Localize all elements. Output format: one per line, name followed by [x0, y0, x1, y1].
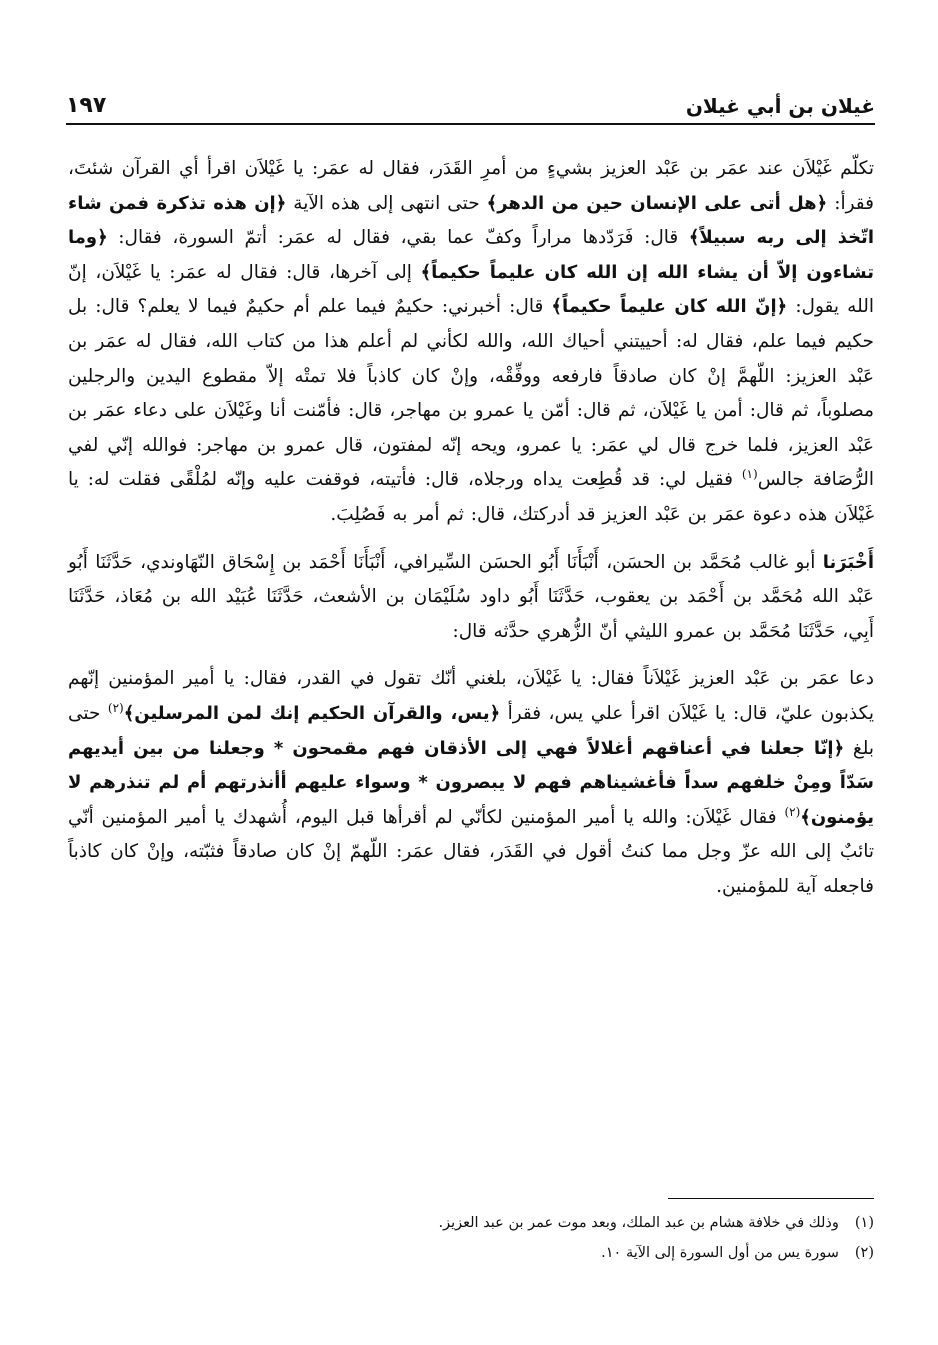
page-number: ١٩٧	[66, 93, 107, 118]
text-segment: فقيل لي: قد قُطِعت يداه ورجلاه، قال: فأتيته، فوقفت عليه وإنّه لمُلْقًى فقلت له: يا غَيْلاَن هذه دعوة عمَر بن عَبْد العزيز قد أدركتك، قال: ثم أمر به فَصُلِبَ.	[68, 469, 874, 525]
quran-quote: ﴿إنّ الله كان عليماً حكيماً﴾	[551, 296, 788, 318]
footnote-number: (٢)	[854, 1245, 874, 1261]
text-segment: أبو غالب مُحَمَّد بن الحسَن، أَنْبَأَنَا أَبُو الحسَن السِّيرافي، أَنْبَأَنَا أَحْمَد بن إِسْحَاق النّهَاوندي، حَدَّثَنَا أَبُو عَبْد الله مُحَمَّد بن أَحْمَد بن يعقوب، حَدَّثَنَا أَبُو داود سُلَيْمَان بن الأشعث، حَدَّثَنَا عُبَيْد الله بن مُعَاذ، حَدَّثَنَا أَبِي، حَدَّثَنَا مُحَمَّد بن عمرو الليثي أنّ الزُّهري حدَّثه قال:	[68, 551, 874, 642]
paragraph	[68, 662, 874, 904]
quran-quote: ﴿يس، والقرآن الحكيم إنك لمن المرسلين﴾	[123, 702, 501, 724]
quran-quote: ﴿إن هذه تذكرة فمن شاء اتّخذ إلى ربه سبيلاً﴾	[68, 192, 874, 249]
quran-quote: أَخْبَرَنا	[822, 551, 874, 573]
quran-quote: ﴿إنّا جعلنا في أعناقهم أغلالاً فهي إلى الأذقان فهم مقمحون * وجعلنا من بين أيديهم سَدّاً ومِنْ خلفهم سداً فأغشيناهم فهم لا يبصرون * وسواء عليهم أأنذرتهم أم لم تنذرهم لا يؤمنون﴾	[68, 737, 874, 828]
text-segment: قال: فَرَدّدها مراراً وكفّ عما بقي، فقال له عمَر: أتمّ السورة، فقال:	[107, 227, 689, 249]
paragraph	[68, 546, 874, 650]
text-segment: قال: أخبرني: حكيمٌ فيما علم أم حكيمٌ فيما لا يعلم؟ قال: بل حكيم فيما علم، فقال له: أحييتني أحياك الله، والله لكأني لم أعلم هذا من كتاب الله، فقال له عمَر بن عَبْد العزيز: اللّهمَّ إنْ كان صادقاً فارفعه ووفِّقْه، وإنْ كان كاذباً فلا تمتْه إلاّ مقطوع اليدين والرجلين مصلوباً، ثم قال: أمن يا غَيْلاَن، ثم قال: أمّن يا عمرو بن مهاجر، قال: فأمّنت أنا وغَيْلاَن على دعاء عمَر بن عَبْد العزيز، فلما خرج قال لي عمَر: يا عمرو، ويحه إنّه لمفتون، قال عمرو بن مهاجر: فوالله إنّي لفي الرُّصَافة جالس	[68, 296, 874, 491]
footnote	[68, 1208, 874, 1238]
main-text	[68, 152, 874, 904]
footnote-text: وذلك في خلافة هشام بن عبد الملك، وبعد موت عمر بن عبد العزيز.	[438, 1215, 839, 1231]
footnote-marker: (١)	[741, 467, 758, 482]
footnotes	[68, 1208, 874, 1268]
text-segment: حتى انتهى إلى هذه الآية	[286, 192, 487, 214]
page-header	[66, 84, 875, 120]
footnote-marker: (٢)	[784, 804, 801, 819]
header-rule	[66, 123, 875, 125]
quran-quote: ﴿هل أتى على الإنسان حين من الدهر﴾	[486, 192, 828, 214]
text-segment: تكلّم غَيْلاَن عند عمَر بن عَبْد العزيز بشيءٍ من أمرِ القَدَر، فقال له عمَر: يا غَيْلاَن اقرأ أي القرآن شئتَ، فقرأ:	[68, 158, 874, 214]
footnote-rule	[668, 1198, 874, 1199]
text-segment: إلى آخرها، قال: فقال له عمَر: يا غَيْلاَن، إنّ الله يقول:	[68, 261, 874, 318]
text-segment: حتى بلغ	[68, 702, 874, 759]
paragraph	[68, 152, 874, 533]
quran-quote: ﴿وما تشاءون إلاّ أن يشاء الله إن الله كان عليماً حكيماً﴾	[68, 227, 874, 283]
footnote	[68, 1238, 874, 1268]
footnote-number: (١)	[854, 1215, 874, 1231]
footnote-text: سورة يس من أول السورة إلى الآية ١٠.	[601, 1245, 839, 1261]
text-segment: دعا عمَر بن عَبْد العزيز غَيْلاَناً فقال: يا غَيْلاَن، بلغني أنّك تقول في القدر، فقال: يا أمير المؤمنين إنّهم يكذبون عليّ، قال: يا غَيْلاَن اقرأ علي يس، فقرأ	[68, 668, 874, 724]
footnote-marker: (٢)	[107, 700, 124, 715]
text-segment: فقال غَيْلاَن: والله يا أمير المؤمنين لكأنّي لم أقرأها قبل اليوم، أُشهدك يا أمير المؤمنين أنّي تائبٌ إلى الله عزّ وجل مما كنتُ أقول في القَدَر، فقال عمَر: اللّهمّ إنْ كان صادقاً فثبّته، وإنْ كان كاذباً فاجعله آية للمؤمنين.	[68, 806, 874, 897]
running-title: غيلان بن أبي غيلان	[685, 94, 875, 118]
